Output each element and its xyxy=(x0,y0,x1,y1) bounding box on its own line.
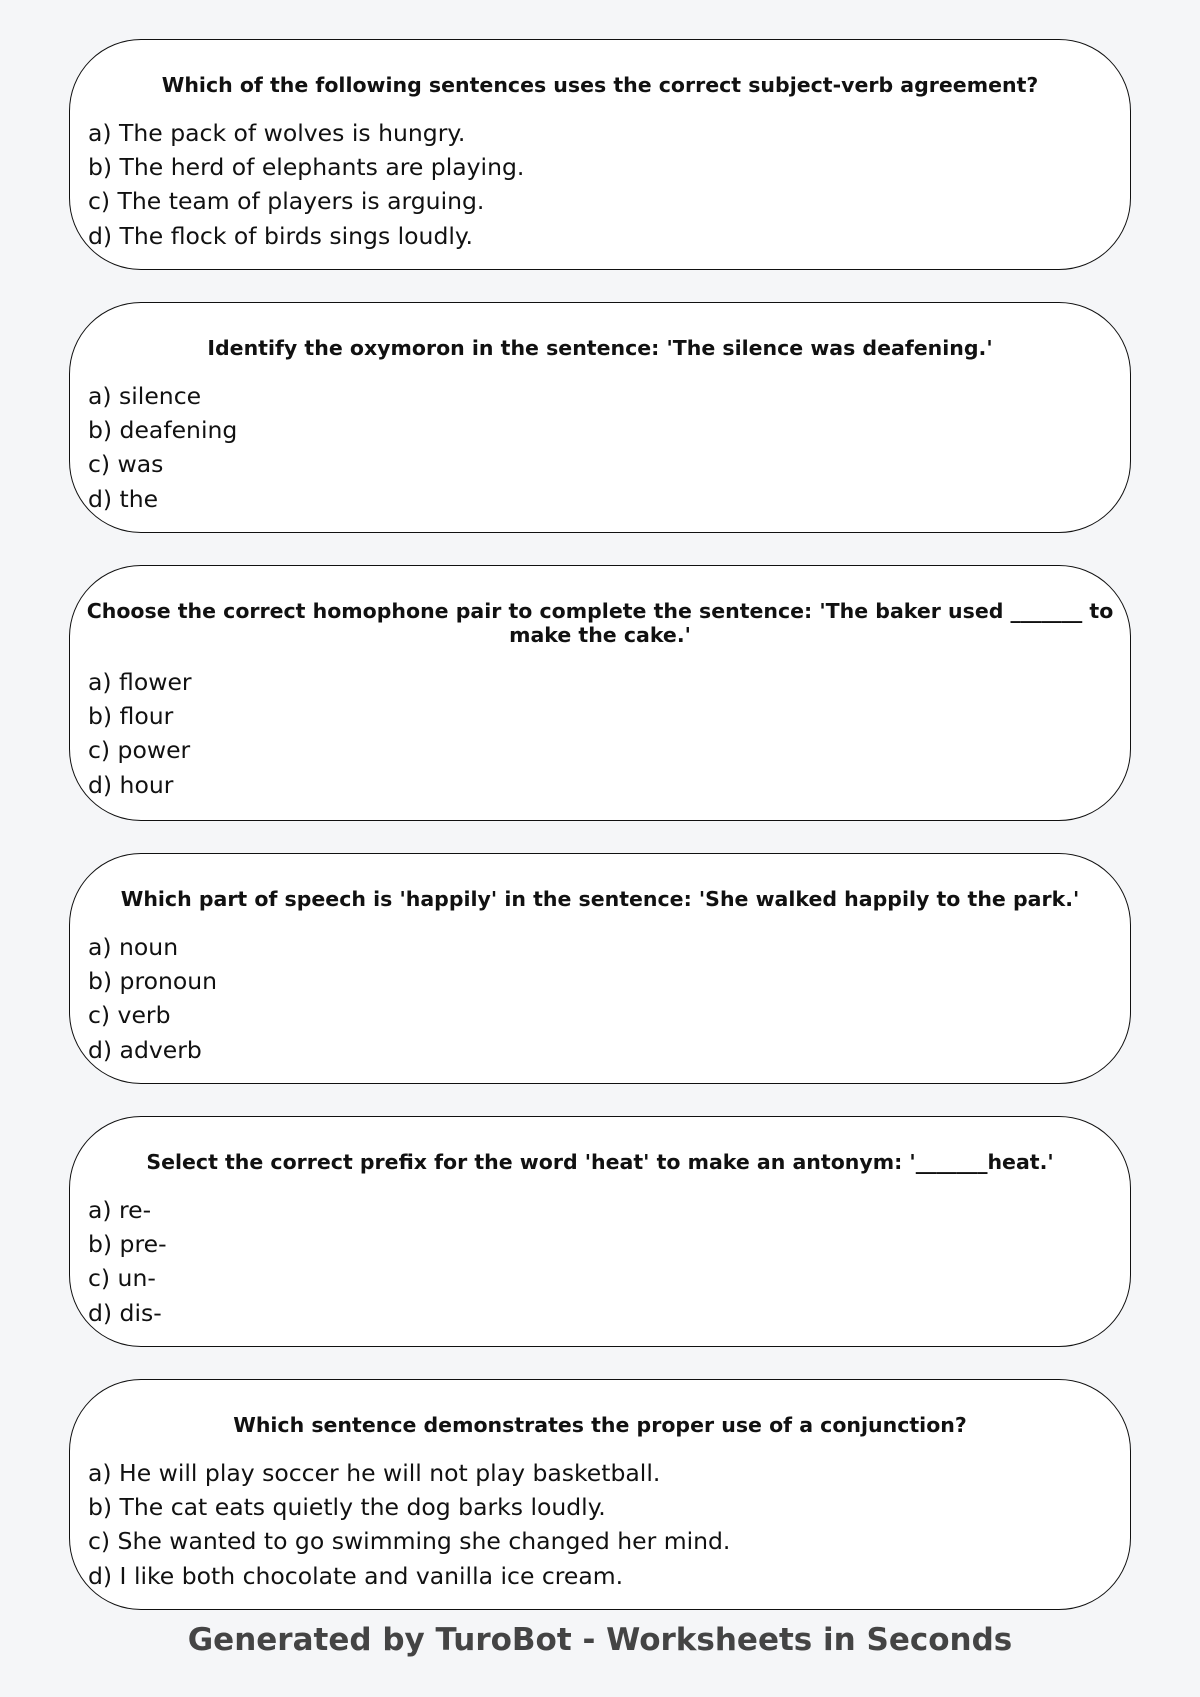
option-d: d) adverb xyxy=(88,1035,202,1064)
question-text: Which of the following sentences uses the correct subject-verb agreement? xyxy=(161,73,1039,97)
option-b: b) pronoun xyxy=(88,967,218,996)
question-text: Select the correct prefix for the word 'heat' to make an antonym: '_______heat.' xyxy=(146,1150,1054,1174)
option-c: c) un- xyxy=(88,1264,156,1293)
option-d: d) hour xyxy=(88,770,174,799)
option-list xyxy=(88,665,1112,802)
question-card-1 xyxy=(69,39,1131,270)
option-b: b) The herd of elephants are playing. xyxy=(88,153,525,182)
option-list xyxy=(88,930,1112,1067)
option-a: a) The pack of wolves is hungry. xyxy=(88,119,466,147)
option-b: b) The cat eats quietly the dog barks loudly. xyxy=(88,1493,606,1522)
question-text: Identify the oxymoron in the sentence: 'The silence was deafening.' xyxy=(207,336,993,360)
option-c: c) was xyxy=(88,450,164,479)
option-list xyxy=(88,379,1112,516)
option-list xyxy=(88,1193,1112,1330)
question-card-3 xyxy=(69,565,1131,821)
option-c: c) The team of players is arguing. xyxy=(88,187,485,216)
option-c: c) She wanted to go swimming she changed her mind. xyxy=(88,1527,731,1556)
option-a: a) silence xyxy=(88,382,202,410)
option-d: d) the xyxy=(88,484,159,513)
option-a: a) re- xyxy=(88,1196,152,1224)
question-text: Choose the correct homophone pair to complete the sentence: 'The baker used _______ to make the cake.' xyxy=(86,599,1114,647)
option-d: d) dis- xyxy=(88,1298,162,1327)
option-list xyxy=(88,1456,1112,1593)
question-card-2 xyxy=(69,302,1131,533)
option-a: a) noun xyxy=(88,933,179,961)
option-a: a) flower xyxy=(88,668,192,696)
option-b: b) deafening xyxy=(88,416,238,445)
option-list xyxy=(88,116,1112,253)
option-b: b) pre- xyxy=(88,1230,167,1259)
option-c: c) power xyxy=(88,736,191,765)
option-d: d) The flock of birds sings loudly. xyxy=(88,221,473,250)
option-d: d) I like both chocolate and vanilla ice cream. xyxy=(88,1561,624,1590)
question-card-5 xyxy=(69,1116,1131,1347)
option-a: a) He will play soccer he will not play basketball. xyxy=(88,1459,661,1487)
footer-branding: Generated by TuroBot - Worksheets in Seconds xyxy=(187,1622,1013,1658)
question-card-6 xyxy=(69,1379,1131,1610)
question-card-4 xyxy=(69,853,1131,1084)
question-text: Which part of speech is 'happily' in the sentence: 'She walked happily to the park.' xyxy=(120,887,1080,911)
option-b: b) flour xyxy=(88,702,174,731)
question-text: Which sentence demonstrates the proper use of a conjunction? xyxy=(233,1413,967,1437)
option-c: c) verb xyxy=(88,1001,171,1030)
